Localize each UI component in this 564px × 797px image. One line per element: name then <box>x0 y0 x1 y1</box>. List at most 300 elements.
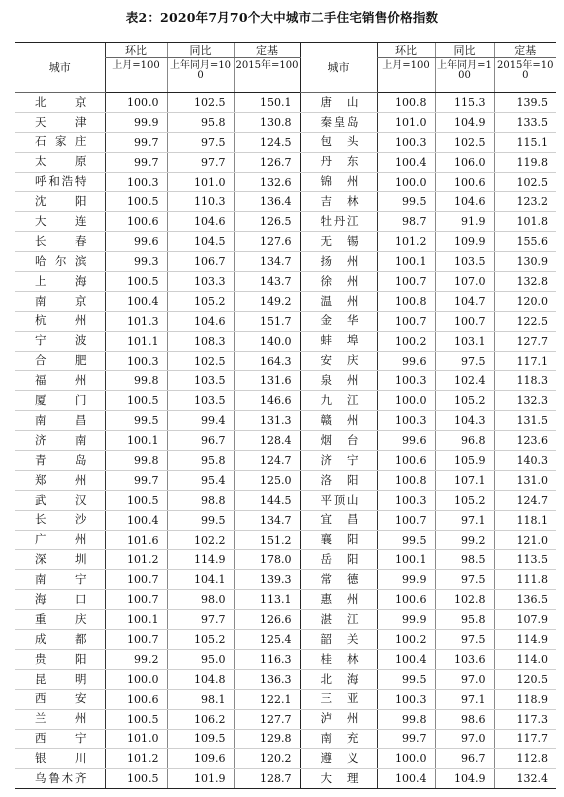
mom-value: 99.8 <box>377 709 435 729</box>
base-value: 126.5 <box>234 212 300 232</box>
base-value: 113.5 <box>494 550 556 570</box>
mom-value: 100.0 <box>105 93 167 113</box>
base-value: 151.7 <box>234 311 300 331</box>
mom-value: 100.0 <box>377 172 435 192</box>
table-row <box>15 192 556 212</box>
city-name: 乌鲁木齐 <box>15 769 105 789</box>
base-value: 122.1 <box>234 689 300 709</box>
yoy-value: 100.6 <box>435 172 494 192</box>
table-row <box>15 630 556 650</box>
mom-value: 100.3 <box>377 132 435 152</box>
yoy-value: 106.0 <box>435 152 494 172</box>
mom-value: 100.4 <box>377 769 435 789</box>
table-row <box>15 669 556 689</box>
table-row <box>15 411 556 431</box>
mom-value: 99.7 <box>377 729 435 749</box>
table-row <box>15 351 556 371</box>
yoy-value: 96.7 <box>167 431 234 451</box>
yoy-value: 105.9 <box>435 451 494 471</box>
base-value: 118.9 <box>494 689 556 709</box>
base-value: 120.2 <box>234 749 300 769</box>
base-value: 124.7 <box>494 490 556 510</box>
mom-value: 100.3 <box>377 411 435 431</box>
base-value: 132.8 <box>494 272 556 292</box>
mom-value: 100.5 <box>105 391 167 411</box>
city-name: 平顶山 <box>300 490 377 510</box>
yoy-value: 97.5 <box>435 351 494 371</box>
city-name: 贵 阳 <box>15 649 105 669</box>
yoy-value: 104.3 <box>435 411 494 431</box>
city-name: 遵 义 <box>300 749 377 769</box>
yoy-value: 107.1 <box>435 470 494 490</box>
base-value: 117.7 <box>494 729 556 749</box>
yoy-value: 115.3 <box>435 93 494 113</box>
mom-value: 100.0 <box>105 669 167 689</box>
city-name: 赣 州 <box>300 411 377 431</box>
city-name: 呼和浩特 <box>15 172 105 192</box>
base-value: 115.1 <box>494 132 556 152</box>
base-value: 127.7 <box>234 709 300 729</box>
table-row <box>15 510 556 530</box>
city-name: 大 连 <box>15 212 105 232</box>
base-value: 126.6 <box>234 610 300 630</box>
yoy-value: 97.0 <box>435 729 494 749</box>
base-header-left: 定基 <box>234 43 300 58</box>
base-value: 132.4 <box>494 769 556 789</box>
yoy-value: 95.8 <box>167 112 234 132</box>
base-value: 132.6 <box>234 172 300 192</box>
mom-value: 99.7 <box>105 152 167 172</box>
yoy-value: 97.7 <box>167 152 234 172</box>
mom-value: 101.0 <box>105 729 167 749</box>
base-value: 121.0 <box>494 530 556 550</box>
mom-value: 101.2 <box>377 232 435 252</box>
yoy-header-right: 同比 <box>435 43 494 58</box>
table-row <box>15 470 556 490</box>
yoy-value: 104.6 <box>167 311 234 331</box>
base-value: 136.4 <box>234 192 300 212</box>
yoy-value: 114.9 <box>167 550 234 570</box>
mom-value: 100.4 <box>377 152 435 172</box>
yoy-value: 102.5 <box>167 93 234 113</box>
mom-value: 100.3 <box>105 172 167 192</box>
city-name: 海 口 <box>15 590 105 610</box>
yoy-value: 106.2 <box>167 709 234 729</box>
mom-value: 99.5 <box>377 192 435 212</box>
base-value: 136.3 <box>234 669 300 689</box>
table-row <box>15 252 556 272</box>
mom-value: 100.7 <box>105 590 167 610</box>
yoy-value: 107.0 <box>435 272 494 292</box>
base-value: 126.7 <box>234 152 300 172</box>
city-name: 牡丹江 <box>300 212 377 232</box>
city-name: 济 南 <box>15 431 105 451</box>
mom-value: 99.5 <box>377 669 435 689</box>
table-row <box>15 331 556 351</box>
table-row <box>15 172 556 192</box>
yoy-value: 104.6 <box>435 192 494 212</box>
yoy-value: 104.6 <box>167 212 234 232</box>
yoy-value: 110.3 <box>167 192 234 212</box>
yoy-value: 104.7 <box>435 291 494 311</box>
table-row <box>15 709 556 729</box>
city-name: 郑 州 <box>15 470 105 490</box>
table-row <box>15 749 556 769</box>
yoy-value: 95.0 <box>167 649 234 669</box>
table-row <box>15 550 556 570</box>
mom-value: 99.3 <box>105 252 167 272</box>
base-value: 120.0 <box>494 291 556 311</box>
base-value: 149.2 <box>234 291 300 311</box>
base-value: 118.1 <box>494 510 556 530</box>
base-value: 116.3 <box>234 649 300 669</box>
mom-value: 100.6 <box>377 451 435 471</box>
city-name: 西 安 <box>15 689 105 709</box>
city-name: 丹 东 <box>300 152 377 172</box>
city-name: 福 州 <box>15 371 105 391</box>
yoy-value: 91.9 <box>435 212 494 232</box>
city-name: 九 江 <box>300 391 377 411</box>
yoy-value: 105.2 <box>435 490 494 510</box>
city-name: 太 原 <box>15 152 105 172</box>
mom-value: 101.0 <box>377 112 435 132</box>
mom-value: 99.9 <box>377 570 435 590</box>
mom-value: 100.6 <box>105 212 167 232</box>
base-value: 139.5 <box>494 93 556 113</box>
yoy-value: 109.5 <box>167 729 234 749</box>
base-value: 136.5 <box>494 590 556 610</box>
city-name: 重 庆 <box>15 610 105 630</box>
city-name: 深 圳 <box>15 550 105 570</box>
base-value: 114.0 <box>494 649 556 669</box>
yoy-value: 109.9 <box>435 232 494 252</box>
mom-value: 99.6 <box>377 431 435 451</box>
base-value: 131.0 <box>494 470 556 490</box>
yoy-value: 108.3 <box>167 331 234 351</box>
city-name: 长 沙 <box>15 510 105 530</box>
yoy-value: 95.8 <box>167 451 234 471</box>
base-value: 111.8 <box>494 570 556 590</box>
mom-value: 100.1 <box>377 252 435 272</box>
city-name: 包 头 <box>300 132 377 152</box>
mom-value: 101.3 <box>105 311 167 331</box>
yoy-value: 102.5 <box>167 351 234 371</box>
base-value: 120.5 <box>494 669 556 689</box>
mom-value: 101.2 <box>105 550 167 570</box>
city-name: 洛 阳 <box>300 470 377 490</box>
mom-value: 101.1 <box>105 331 167 351</box>
base-value: 125.0 <box>234 470 300 490</box>
yoy-value: 102.5 <box>435 132 494 152</box>
mom-value: 99.5 <box>377 530 435 550</box>
table-title: 表2：2020年7月70个大中城市二手住宅销售价格指数 <box>125 10 439 25</box>
city-name: 合 肥 <box>15 351 105 371</box>
city-name: 成 都 <box>15 630 105 650</box>
price-index-table <box>15 42 556 789</box>
yoy-value: 97.5 <box>167 132 234 152</box>
yoy-value: 98.5 <box>435 550 494 570</box>
base-value: 101.8 <box>494 212 556 232</box>
table-row <box>15 212 556 232</box>
table-row <box>15 729 556 749</box>
table-row <box>15 431 556 451</box>
mom-value: 100.4 <box>105 510 167 530</box>
mom-value: 100.5 <box>105 490 167 510</box>
base-value: 112.8 <box>494 749 556 769</box>
header-row-primary <box>15 43 556 58</box>
table-row <box>15 689 556 709</box>
mom-value: 100.4 <box>377 649 435 669</box>
base-value: 122.5 <box>494 311 556 331</box>
table-row <box>15 570 556 590</box>
mom-value: 100.3 <box>377 689 435 709</box>
yoy-value: 103.6 <box>435 649 494 669</box>
city-name: 烟 台 <box>300 431 377 451</box>
yoy-value: 103.1 <box>435 331 494 351</box>
table-row <box>15 132 556 152</box>
base-value: 125.4 <box>234 630 300 650</box>
city-name: 徐 州 <box>300 272 377 292</box>
yoy-value: 105.2 <box>167 291 234 311</box>
city-column-header: 城市 <box>15 43 105 93</box>
city-name: 天 津 <box>15 112 105 132</box>
yoy-value: 104.9 <box>435 769 494 789</box>
city-name: 沈 阳 <box>15 192 105 212</box>
city-name: 北 京 <box>15 93 105 113</box>
city-name: 襄 阳 <box>300 530 377 550</box>
city-name: 韶 关 <box>300 630 377 650</box>
base-value: 150.1 <box>234 93 300 113</box>
city-name: 南 京 <box>15 291 105 311</box>
city-name: 银 川 <box>15 749 105 769</box>
table-row <box>15 112 556 132</box>
mom-value: 99.8 <box>105 371 167 391</box>
mom-value: 99.9 <box>377 610 435 630</box>
base-sub-header-left: 2015年=100 <box>234 58 300 93</box>
yoy-value: 99.2 <box>435 530 494 550</box>
table-row <box>15 371 556 391</box>
mom-value: 100.7 <box>377 272 435 292</box>
city-name: 泉 州 <box>300 371 377 391</box>
base-value: 124.7 <box>234 451 300 471</box>
base-value: 155.6 <box>494 232 556 252</box>
yoy-value: 102.8 <box>435 590 494 610</box>
mom-value: 100.8 <box>377 470 435 490</box>
yoy-header-left: 同比 <box>167 43 234 58</box>
mom-sub-header-right: 上月=100 <box>377 58 435 93</box>
yoy-value: 104.1 <box>167 570 234 590</box>
yoy-value: 97.5 <box>435 570 494 590</box>
city-name: 锦 州 <box>300 172 377 192</box>
mom-value: 99.7 <box>105 132 167 152</box>
city-name: 兰 州 <box>15 709 105 729</box>
mom-value: 100.2 <box>377 331 435 351</box>
mom-value: 100.5 <box>105 709 167 729</box>
base-value: 131.6 <box>234 371 300 391</box>
base-value: 178.0 <box>234 550 300 570</box>
base-value: 140.0 <box>234 331 300 351</box>
base-value: 151.2 <box>234 530 300 550</box>
base-value: 140.3 <box>494 451 556 471</box>
yoy-sub-header-left: 上年同月=100 <box>167 58 234 93</box>
base-value: 102.5 <box>494 172 556 192</box>
mom-header-right: 环比 <box>377 43 435 58</box>
city-name: 哈尔滨 <box>15 252 105 272</box>
mom-value: 100.8 <box>377 93 435 113</box>
city-name: 扬 州 <box>300 252 377 272</box>
base-value: 118.3 <box>494 371 556 391</box>
city-name: 济 宁 <box>300 451 377 471</box>
table-row <box>15 232 556 252</box>
base-sub-header-right: 2015年=100 <box>494 58 556 93</box>
yoy-value: 104.8 <box>167 669 234 689</box>
base-value: 128.4 <box>234 431 300 451</box>
base-value: 119.8 <box>494 152 556 172</box>
yoy-value: 97.1 <box>435 510 494 530</box>
mom-value: 98.7 <box>377 212 435 232</box>
table-row <box>15 769 556 789</box>
mom-value: 101.2 <box>105 749 167 769</box>
yoy-value: 99.5 <box>167 510 234 530</box>
city-name: 蚌 埠 <box>300 331 377 351</box>
mom-value: 100.3 <box>105 351 167 371</box>
yoy-value: 102.2 <box>167 530 234 550</box>
mom-value: 100.3 <box>377 371 435 391</box>
mom-value: 100.0 <box>377 391 435 411</box>
mom-value: 99.6 <box>377 351 435 371</box>
mom-value: 100.4 <box>105 291 167 311</box>
table-row <box>15 93 556 113</box>
mom-value: 100.0 <box>377 749 435 769</box>
table-row <box>15 291 556 311</box>
city-name: 金 华 <box>300 311 377 331</box>
base-value: 127.7 <box>494 331 556 351</box>
city-name: 西 宁 <box>15 729 105 749</box>
mom-value: 100.6 <box>105 689 167 709</box>
city-name: 武 汉 <box>15 490 105 510</box>
mom-value: 100.7 <box>377 510 435 530</box>
mom-value: 100.3 <box>377 490 435 510</box>
city-name: 泸 州 <box>300 709 377 729</box>
mom-value: 100.2 <box>377 630 435 650</box>
mom-value: 99.6 <box>105 232 167 252</box>
base-value: 123.6 <box>494 431 556 451</box>
base-value: 113.1 <box>234 590 300 610</box>
table-row <box>15 590 556 610</box>
mom-value: 99.2 <box>105 649 167 669</box>
table-row <box>15 649 556 669</box>
city-name: 温 州 <box>300 291 377 311</box>
yoy-value: 97.5 <box>435 630 494 650</box>
city-name: 南 充 <box>300 729 377 749</box>
city-name: 吉 林 <box>300 192 377 212</box>
yoy-value: 104.9 <box>435 112 494 132</box>
city-name: 青 岛 <box>15 451 105 471</box>
base-value: 114.9 <box>494 630 556 650</box>
table-row <box>15 152 556 172</box>
city-name: 三 亚 <box>300 689 377 709</box>
city-name: 安 庆 <box>300 351 377 371</box>
mom-value: 100.1 <box>105 610 167 630</box>
yoy-value: 98.8 <box>167 490 234 510</box>
mom-value: 100.5 <box>105 192 167 212</box>
city-name: 岳 阳 <box>300 550 377 570</box>
mom-value: 99.5 <box>105 411 167 431</box>
base-header-right: 定基 <box>494 43 556 58</box>
base-value: 107.9 <box>494 610 556 630</box>
mom-sub-header-left: 上月=100 <box>105 58 167 93</box>
city-name: 惠 州 <box>300 590 377 610</box>
city-name: 常 德 <box>300 570 377 590</box>
table-row <box>15 311 556 331</box>
yoy-value: 109.6 <box>167 749 234 769</box>
base-value: 133.5 <box>494 112 556 132</box>
mom-value: 101.6 <box>105 530 167 550</box>
base-value: 117.3 <box>494 709 556 729</box>
mom-value: 100.1 <box>105 431 167 451</box>
table-row <box>15 451 556 471</box>
mom-value: 100.5 <box>105 272 167 292</box>
yoy-value: 105.2 <box>167 630 234 650</box>
base-value: 129.8 <box>234 729 300 749</box>
yoy-value: 103.5 <box>435 252 494 272</box>
base-value: 134.7 <box>234 510 300 530</box>
yoy-value: 97.0 <box>435 669 494 689</box>
yoy-value: 95.8 <box>435 610 494 630</box>
city-name: 无 锡 <box>300 232 377 252</box>
city-name: 南 昌 <box>15 411 105 431</box>
table-row <box>15 391 556 411</box>
city-name: 湛 江 <box>300 610 377 630</box>
city-column-header-right: 城市 <box>300 43 377 93</box>
yoy-value: 101.9 <box>167 769 234 789</box>
city-name: 大 理 <box>300 769 377 789</box>
base-value: 143.7 <box>234 272 300 292</box>
base-value: 117.1 <box>494 351 556 371</box>
city-name: 北 海 <box>300 669 377 689</box>
base-value: 139.3 <box>234 570 300 590</box>
yoy-value: 101.0 <box>167 172 234 192</box>
city-name: 桂 林 <box>300 649 377 669</box>
yoy-value: 102.4 <box>435 371 494 391</box>
yoy-value: 106.7 <box>167 252 234 272</box>
yoy-value: 104.5 <box>167 232 234 252</box>
yoy-value: 99.4 <box>167 411 234 431</box>
base-value: 128.7 <box>234 769 300 789</box>
city-name: 南 宁 <box>15 570 105 590</box>
city-name: 厦 门 <box>15 391 105 411</box>
yoy-value: 103.5 <box>167 391 234 411</box>
mom-value: 100.7 <box>377 311 435 331</box>
mom-value: 100.5 <box>105 769 167 789</box>
mom-value: 99.8 <box>105 451 167 471</box>
base-value: 146.6 <box>234 391 300 411</box>
mom-value: 100.8 <box>377 291 435 311</box>
yoy-value: 98.1 <box>167 689 234 709</box>
mom-value: 100.7 <box>105 570 167 590</box>
mom-value: 100.6 <box>377 590 435 610</box>
base-value: 123.2 <box>494 192 556 212</box>
city-name: 唐 山 <box>300 93 377 113</box>
mom-value: 99.9 <box>105 112 167 132</box>
yoy-value: 96.8 <box>435 431 494 451</box>
base-value: 131.3 <box>234 411 300 431</box>
base-value: 130.9 <box>494 252 556 272</box>
base-value: 134.7 <box>234 252 300 272</box>
base-value: 164.3 <box>234 351 300 371</box>
mom-value: 100.1 <box>377 550 435 570</box>
base-value: 131.5 <box>494 411 556 431</box>
